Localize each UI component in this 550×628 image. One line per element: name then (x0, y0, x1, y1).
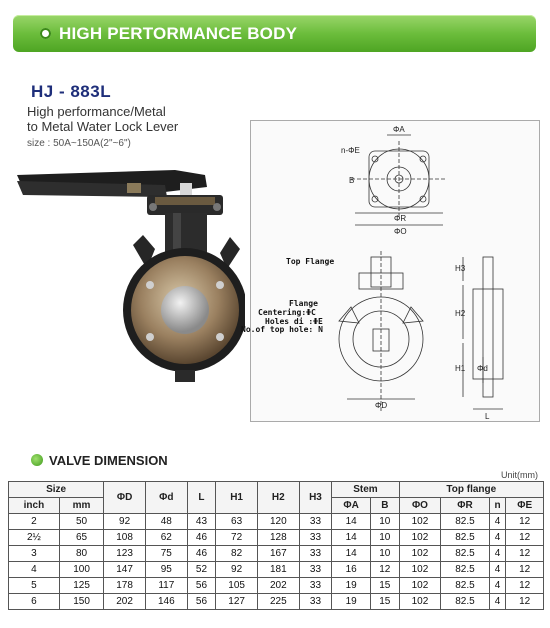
table-cell: 48 (145, 514, 187, 530)
dim-h1: H1 (455, 364, 466, 373)
section-heading (31, 453, 168, 468)
col-n: n (489, 498, 506, 514)
table-cell: 95 (145, 562, 187, 578)
table-cell: 63 (216, 514, 258, 530)
table-cell: 19 (332, 594, 371, 610)
dim-h3: H3 (455, 264, 466, 273)
col-phi-e: ΦE (506, 498, 544, 514)
col-top-flange: Top flange (399, 482, 543, 498)
table-row (9, 546, 544, 562)
table-cell: 33 (299, 514, 332, 530)
table-cell: 4 (489, 562, 506, 578)
table-cell: 33 (299, 530, 332, 546)
dimension-table (8, 481, 544, 610)
dim-l: L (485, 412, 490, 421)
callout-top-holes: No.of top hole: N (241, 325, 323, 334)
table-cell: 10 (371, 514, 400, 530)
table-cell: 52 (187, 562, 216, 578)
col-phi-a: ΦA (332, 498, 371, 514)
table-cell: 4 (9, 562, 60, 578)
table-cell: 127 (216, 594, 258, 610)
table-cell: 92 (216, 562, 258, 578)
table-cell: 4 (489, 546, 506, 562)
col-phi-d: ΦD (104, 482, 146, 514)
drawing-lines (251, 121, 541, 423)
table-cell: 4 (489, 594, 506, 610)
table-cell: 202 (104, 594, 146, 610)
table-cell: 56 (187, 594, 216, 610)
table-cell: 80 (59, 546, 103, 562)
col-phi-r: ΦR (441, 498, 489, 514)
table-cell: 12 (506, 578, 544, 594)
table-cell: 100 (59, 562, 103, 578)
table-cell: 102 (399, 546, 441, 562)
table-cell: 4 (489, 578, 506, 594)
col-inch: inch (9, 498, 60, 514)
dim-b: B (349, 176, 355, 185)
table-cell: 43 (187, 514, 216, 530)
table-cell: 46 (187, 546, 216, 562)
dim-phi-o: ΦO (394, 227, 407, 236)
col-h3: H3 (299, 482, 332, 514)
table-cell: 12 (506, 514, 544, 530)
col-b: B (371, 498, 400, 514)
technical-drawing (250, 120, 540, 422)
col-h1: H1 (216, 482, 258, 514)
callout-centering: Centering:ΦC (258, 308, 316, 317)
dim-phi-d-small: Φd (477, 364, 488, 373)
table-cell: 12 (506, 546, 544, 562)
header-banner (13, 15, 536, 52)
table-cell: 72 (216, 530, 258, 546)
table-cell: 102 (399, 514, 441, 530)
dim-h2: H2 (455, 309, 466, 318)
section-title: VALVE DIMENSION (49, 453, 168, 468)
table-cell: 5 (9, 578, 60, 594)
table-cell: 12 (506, 594, 544, 610)
dim-n-phi-e: n-ΦE (341, 146, 360, 155)
table-cell: 117 (145, 578, 187, 594)
table-cell: 33 (299, 546, 332, 562)
table-cell: 3 (9, 546, 60, 562)
valve-photo (15, 165, 245, 385)
table-cell: 92 (104, 514, 146, 530)
table-cell: 16 (332, 562, 371, 578)
table-cell: 105 (216, 578, 258, 594)
table-cell: 82.5 (441, 514, 489, 530)
table-cell: 82.5 (441, 562, 489, 578)
table-cell: 82.5 (441, 546, 489, 562)
table-cell: 82.5 (441, 530, 489, 546)
col-mm: mm (59, 498, 103, 514)
table-cell: 75 (145, 546, 187, 562)
table-cell: 202 (257, 578, 299, 594)
table-cell: 82.5 (441, 594, 489, 610)
table-row (9, 578, 544, 594)
table-cell: 46 (187, 530, 216, 546)
table-cell: 33 (299, 594, 332, 610)
table-cell: 82 (216, 546, 258, 562)
table-cell: 19 (332, 578, 371, 594)
table-cell: 6 (9, 594, 60, 610)
bullet-icon (31, 454, 43, 466)
table-cell: 65 (59, 530, 103, 546)
subtitle-line-1: High performance/Metal (27, 104, 166, 119)
table-cell: 14 (332, 514, 371, 530)
table-cell: 12 (506, 562, 544, 578)
col-phi-d-small: Φd (145, 482, 187, 514)
table-cell: 2 (9, 514, 60, 530)
col-phi-o: ΦO (399, 498, 441, 514)
table-cell: 56 (187, 578, 216, 594)
table-cell: 14 (332, 546, 371, 562)
table-cell: 12 (371, 562, 400, 578)
table-cell: 15 (371, 578, 400, 594)
callout-top-flange: Top Flange (286, 257, 335, 266)
table-cell: 125 (59, 578, 103, 594)
table-cell: 62 (145, 530, 187, 546)
table-cell: 33 (299, 562, 332, 578)
table-cell: 4 (489, 514, 506, 530)
table-cell: 10 (371, 530, 400, 546)
table-cell: 4 (489, 530, 506, 546)
table-cell: 178 (104, 578, 146, 594)
dim-phi-d: ΦD (375, 401, 388, 410)
table-cell: 14 (332, 530, 371, 546)
table-cell: 146 (145, 594, 187, 610)
table-cell: 120 (257, 514, 299, 530)
callout-holes: Holes di :ΦE (265, 317, 323, 326)
table-row (9, 514, 544, 530)
dim-phi-r: ΦR (394, 214, 407, 223)
bullet-icon (40, 28, 51, 39)
product-subtitle (27, 104, 178, 134)
dim-phi-a: ΦA (393, 125, 405, 134)
table-cell: 123 (104, 546, 146, 562)
page-title: HIGH PERTORMANCE BODY (59, 24, 298, 43)
table-cell: 147 (104, 562, 146, 578)
table-row (9, 562, 544, 578)
table-cell: 102 (399, 530, 441, 546)
table-cell: 128 (257, 530, 299, 546)
table-cell: 181 (257, 562, 299, 578)
table-cell: 102 (399, 578, 441, 594)
table-cell: 33 (299, 578, 332, 594)
col-size: Size (9, 482, 104, 498)
table-cell: 50 (59, 514, 103, 530)
col-l: L (187, 482, 216, 514)
product-size: size : 50A~150A(2"~6") (27, 138, 131, 149)
table-cell: 82.5 (441, 578, 489, 594)
table-cell: 2½ (9, 530, 60, 546)
callout-flange: Flange (289, 299, 318, 308)
col-stem: Stem (332, 482, 399, 498)
unit-label: Unit(mm) (501, 470, 538, 480)
table-cell: 15 (371, 594, 400, 610)
table-cell: 102 (399, 594, 441, 610)
col-h2: H2 (257, 482, 299, 514)
table-cell: 108 (104, 530, 146, 546)
table-row (9, 530, 544, 546)
subtitle-line-2: to Metal Water Lock Lever (27, 119, 179, 134)
table-cell: 167 (257, 546, 299, 562)
table-body (9, 514, 544, 610)
table-row (9, 594, 544, 610)
table-cell: 150 (59, 594, 103, 610)
table-cell: 12 (506, 530, 544, 546)
table-cell: 102 (399, 562, 441, 578)
table-cell: 10 (371, 546, 400, 562)
product-model: HJ - 883L (31, 82, 112, 101)
table-cell: 225 (257, 594, 299, 610)
